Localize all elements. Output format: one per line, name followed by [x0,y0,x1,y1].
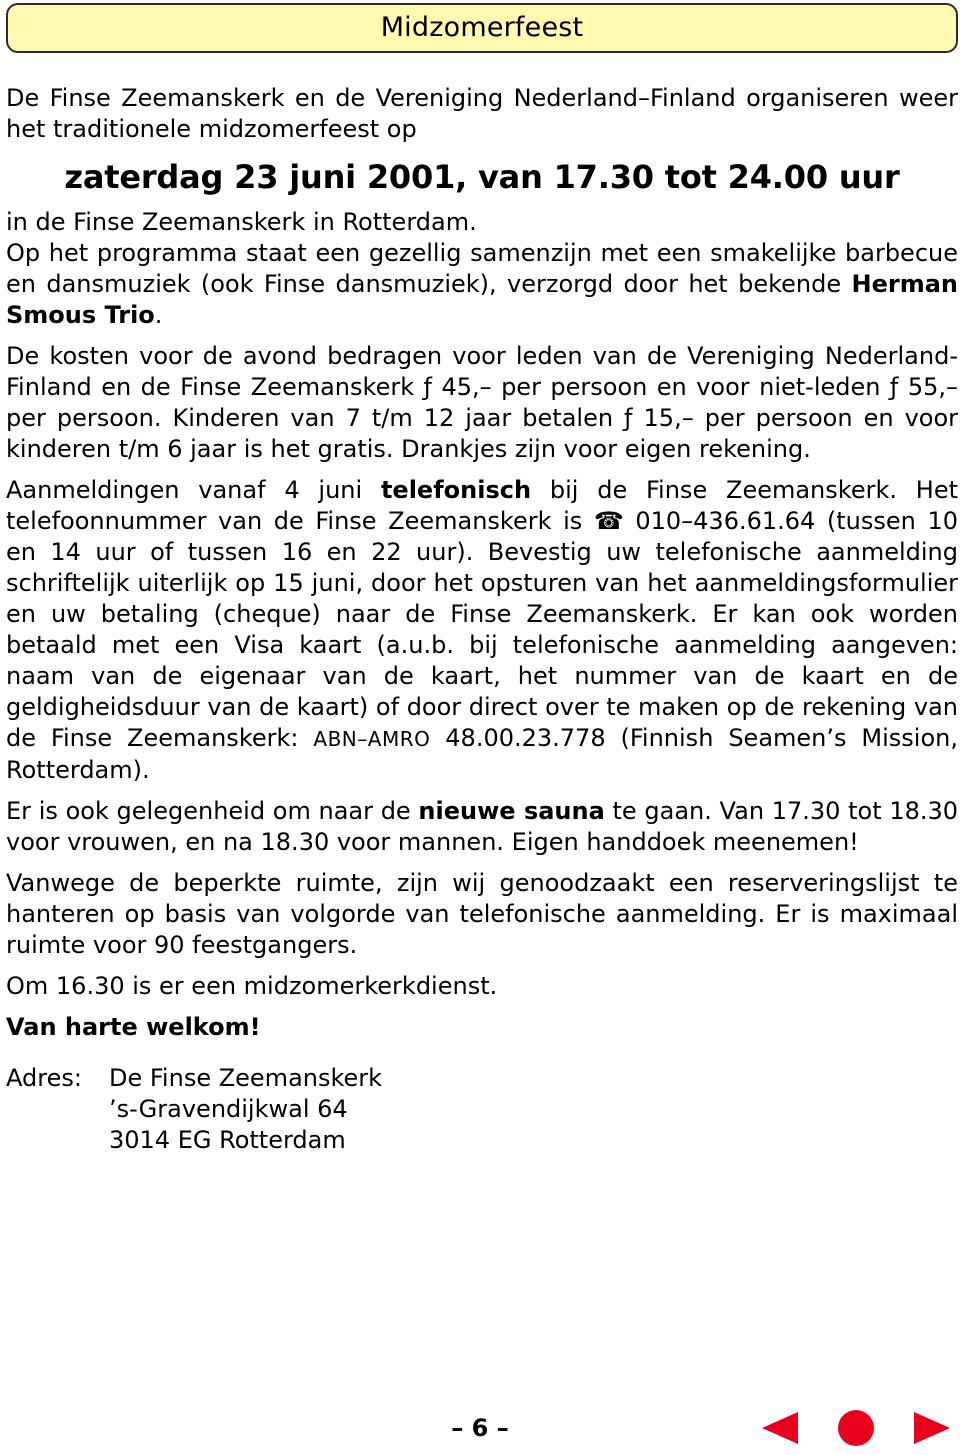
address-line-3: 3014 EG Rotterdam [109,1126,346,1154]
registration-emphasis: telefonisch [380,476,532,504]
intro-paragraph: De Finse Zeemanskerk en de Vereniging Nederland–Finland organiseren weer het traditionele midzomerfeest op [6,84,958,143]
document-body [6,83,958,1156]
page-footer [0,1408,960,1448]
address-block [6,1063,958,1156]
space-paragraph: Vanwege de beperkte ruimte, zijn wij genoodzaakt een reserveringslijst te hanteren op basis van volgorde van telefonische aanmelding. Er is maximaal ruimte voor 90 feestgangers. [6,869,958,959]
welcome-line: Van harte welkom! [6,1013,261,1041]
registration-text-b: bij de Finse Zeemanskerk. Het telefoonnummer van de Finse Zeemanskerk is [6,476,958,535]
sauna-text-a: Er is ook gelegenheid om naar de [6,797,419,825]
program-end: . [154,301,163,329]
phone-number: 010–436.61.64 [635,507,816,535]
bank-name: ABN–AMRO [313,727,431,751]
service-line: Om 16.30 is er een midzomerkerkdienst. [6,972,498,1000]
next-page-button[interactable] [912,1410,952,1446]
band-name: Herman Smous Trio [6,270,958,329]
bank-account: 48.00.23.778 (Finnish Seamen’s Mission, Rotterdam). [6,724,959,784]
address-line-2: ’s-Gravendijkwal 64 [109,1095,348,1123]
page-title: Midzomerfeest [6,3,958,53]
program-text: Op het programma staat een gezellig samenzijn met een smakelijke barbecue en dansmuziek (ook Finse dansmuziek), verzorgd door het bekende [6,239,958,298]
registration-paragraph [6,475,958,786]
program-paragraph [6,238,958,331]
registration-text-a: Aanmeldingen vanaf 4 juni [6,476,381,504]
telephone-icon: ☎ [593,507,624,535]
triangle-left-icon [760,1410,800,1446]
address-lines [109,1063,382,1156]
sauna-text-b: te gaan. Van 17.30 tot 18.30 voor vrouwen, en na 18.30 voor mannen. Eigen handdoek meenemen! [6,797,959,856]
page-number: – 6 – [451,1414,509,1442]
sauna-emphasis: nieuwe sauna [418,797,605,825]
location-line: in de Finse Zeemanskerk in Rotterdam. [6,208,477,236]
address-label: Adres: [6,1064,82,1092]
home-button[interactable] [836,1410,876,1446]
document-page [6,3,958,1156]
event-date: zaterdag 23 juni 2001, van 17.30 tot 24.00 uur [64,158,900,196]
previous-page-button[interactable] [760,1410,800,1446]
address-line-1: De Finse Zeemanskerk [109,1064,383,1092]
registration-text-c: (tussen 10 en 14 uur of tussen 16 en 22 uur). Bevestig uw telefonische aanmelding schriftelijk uiterlijk op 15 juni, door het opsturen van het aanmeldingsformulier en uw betaling (cheque) naar de Finse Zeemanskerk. Er kan ook worden betaald met een Visa kaart (a.u.b. bij telefonische aanmelding aangeven: naam van de eigenaar van de kaart, het nummer van de kaart en de geldigheidsduur van de kaart) of door direct over te maken op de rekening van de Finse Zeemanskerk: [6,507,958,752]
triangle-right-icon [912,1410,952,1446]
circle-icon [836,1410,876,1446]
costs-paragraph: De kosten voor de avond bedragen voor leden van de Vereniging Nederland-Finland en de Finse Zeemanskerk ƒ 45,– per persoon en voor niet-leden ƒ 55,– per persoon. Kinderen van 7 t/m 12 jaar betalen ƒ 15,– per persoon en voor kinderen t/m 6 jaar is het gratis. Drankjes zijn voor eigen rekening. [6,342,958,463]
sauna-paragraph [6,796,958,858]
